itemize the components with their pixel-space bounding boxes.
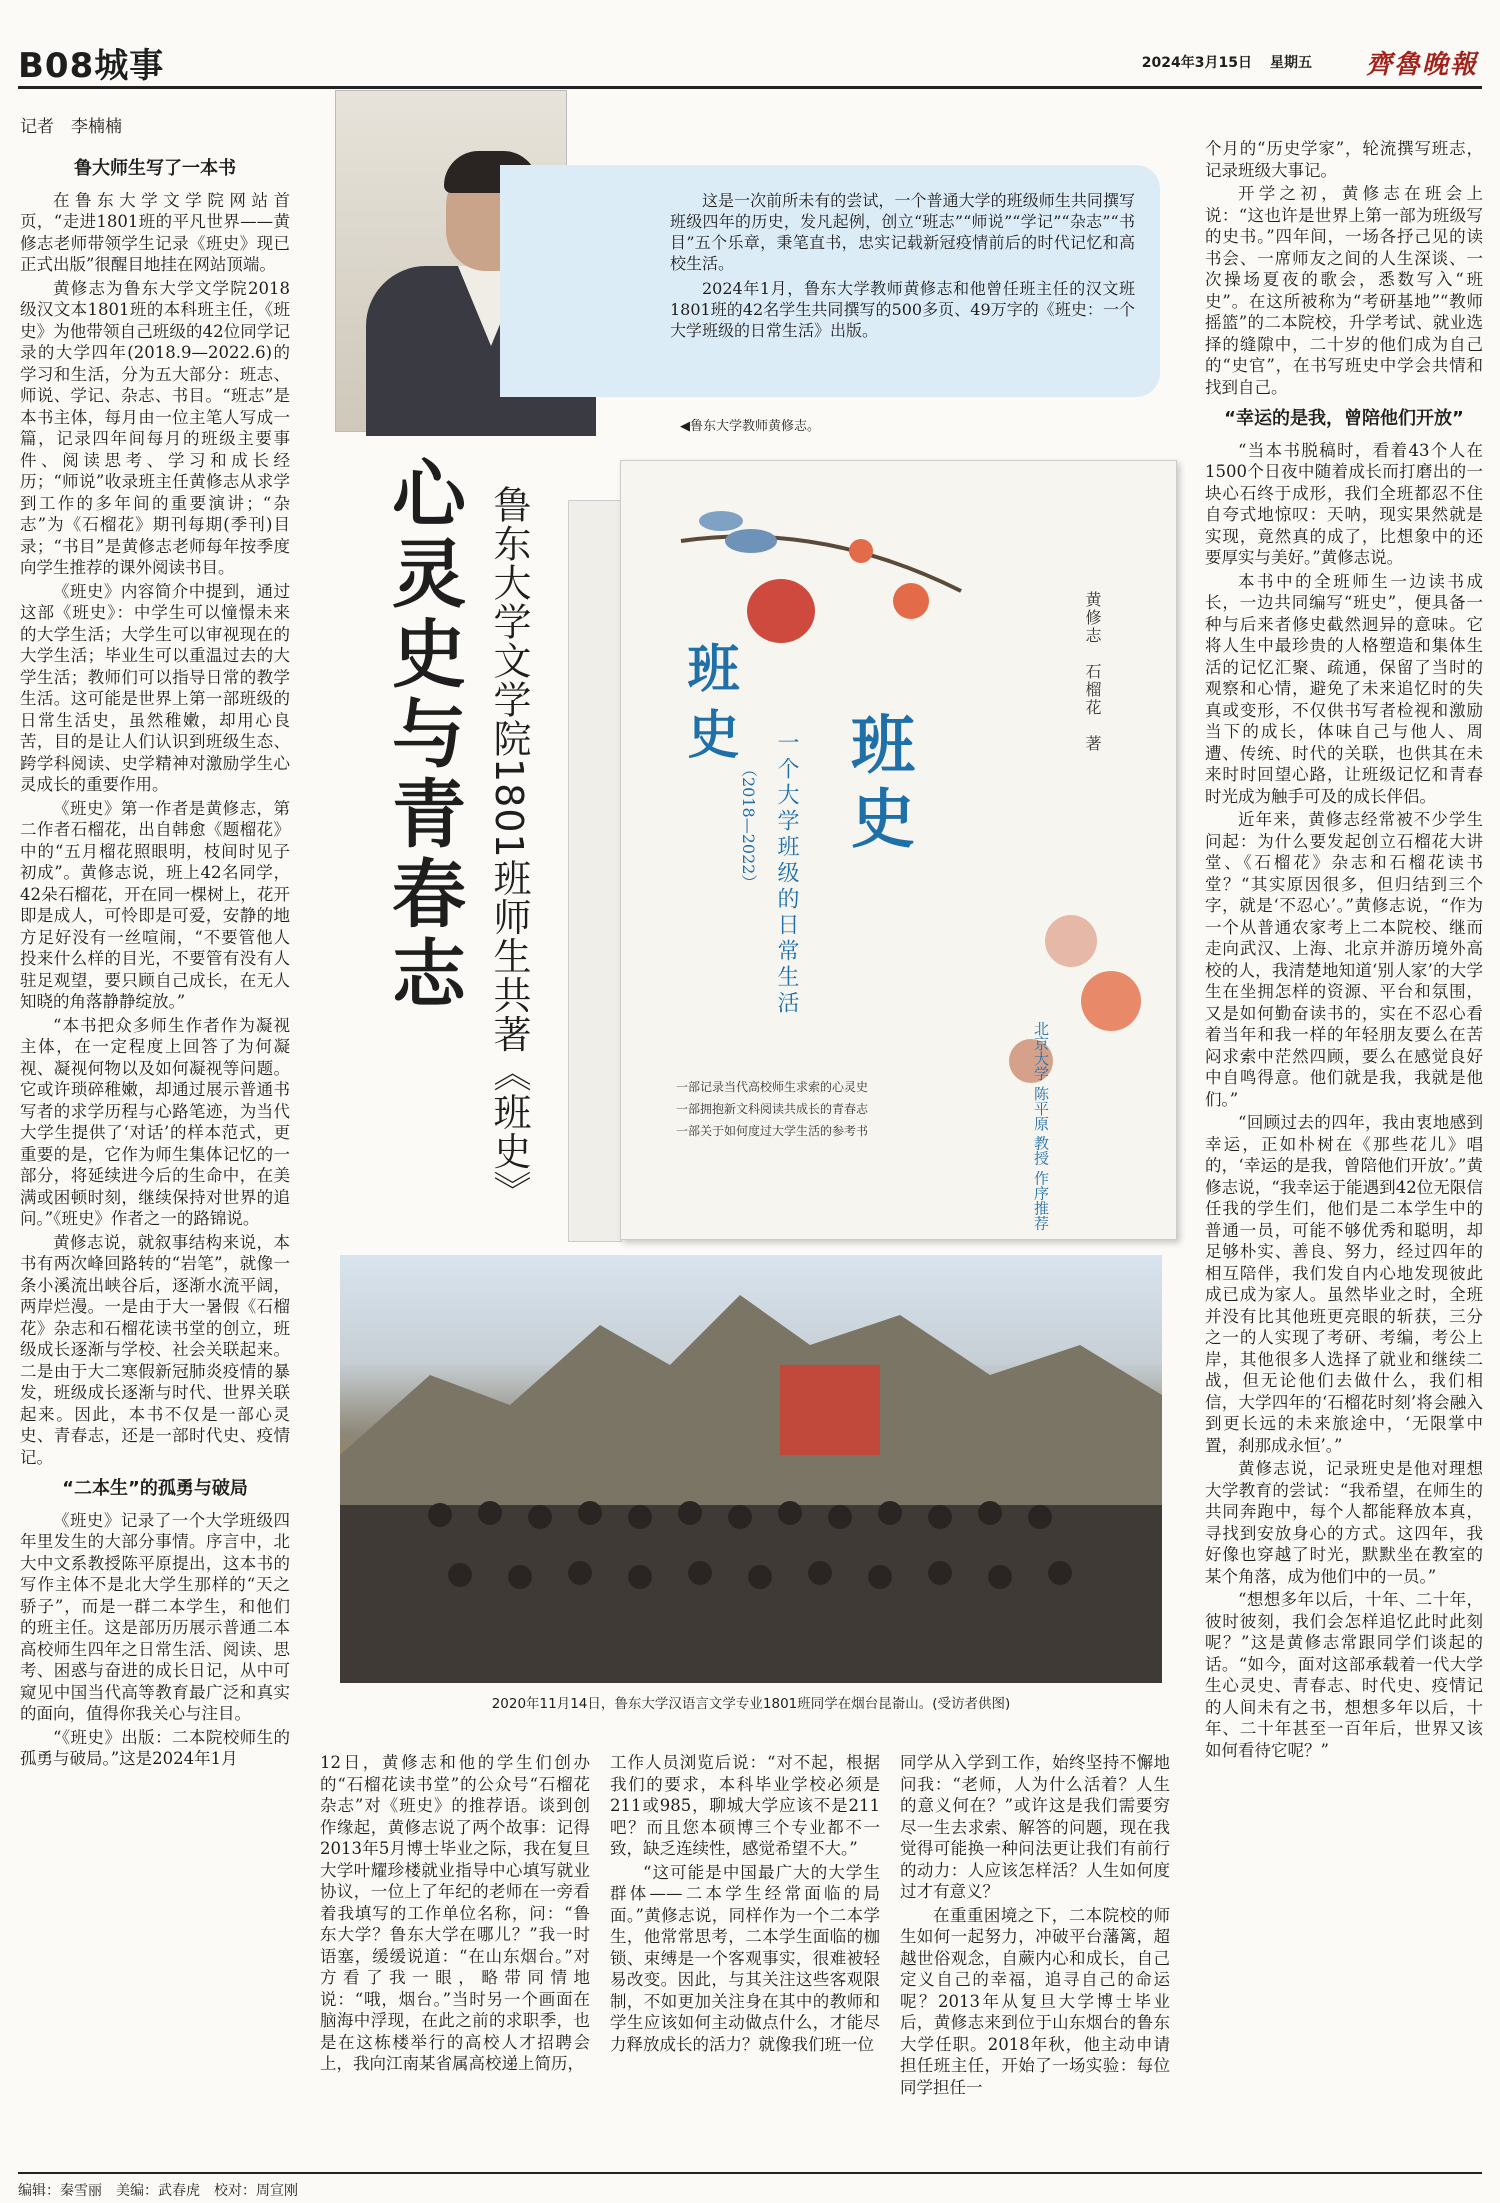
sub-headline: 鲁东大学文学院1801班师生共著《班史》 <box>487 485 531 1210</box>
column-2 <box>320 1752 590 2077</box>
paragraph: “《班史》出版：二本院校师生的孤勇与破局。”这是2024年1月 <box>20 1727 290 1768</box>
main-headline: 心灵史与青春志 <box>380 455 466 1015</box>
column-3 <box>610 1752 880 2057</box>
paragraph: 在鲁东大学文学院网站首页，“走进1801班的平凡世界——黄修志老师带领学生记录《班史》现已正式出版”很醒目地挂在网站顶端。 <box>20 190 290 274</box>
group-photo <box>340 1255 1162 1683</box>
portrait-caption: ◀鲁东大学教师黄修志。 <box>680 419 820 434</box>
paragraph: 工作人员浏览后说：“对不起，根据我们的要求，本科毕业学校必须是211或985，聊城大学应该不是211吧？而且您本硕博三个专业都不一致，缺乏连续性，感觉希望不大。” <box>610 1753 880 1858</box>
section-label: B08城事 <box>18 46 165 86</box>
photo-caption: 2020年11月14日，鲁东大学汉语言文学专业1801班同学在烟台昆嵛山。(受访者供图) <box>491 1696 1011 1712</box>
book-spine <box>568 500 622 1242</box>
column-4 <box>900 1752 1170 2100</box>
issue-weekday: 星期五 <box>1270 55 1312 71</box>
book-authors: 黄修志 石榴花 著 <box>1083 591 1102 753</box>
reporter-byline: 记者 李楠楠 <box>20 117 122 137</box>
newspaper-masthead: 齊魯晚報 <box>1365 50 1478 80</box>
page-footer: 编辑：秦雪丽 美编：武春虎 校对：周宣刚 <box>18 2172 1482 2200</box>
paragraph: 近年来，黄修志经常被不少学生问起：为什么要发起创立石榴花大讲堂、《石榴花》杂志和石榴花读书堂？“其实原因很多，但归结到三个字，就是‘不忍心’。”黄修志说，“作为一个从普通农家考上二本院校、继而走向武汉、上海、北京并游历境外高校的人，我清楚地知道‘别人家’的大学生在坐拥怎样的资源、平台和氛围，又是如何勤奋读书的，实在不忍心看着当年和我一样的年轻朋友要么在苦闷求索中茫然四顾，要么在感觉良好中自鸣得意。他们就是我，我就是他们。” <box>1205 810 1483 1109</box>
paragraph: 12日，黄修志和他的学生们创办的“石榴花读书堂”的公众号“石榴花杂志”对《班史》的推荐语。谈到创作缘起，黄修志说了两个故事：记得2013年5月博士毕业之际，我在复旦大学叶耀珍楼就业指导中心填写就业协议，一位上了年纪的老师在一旁看着我填写的工作单位名称，问：“鲁东大学？鲁东大学在哪儿？”我一时语塞，缓缓说道：“在山东烟台。”对方看了我一眼，略带同情地说：“哦，烟台。”当时另一个画面在脑海中浮现，在此之前的求职季，也是在这栋楼举行的高校人才招聘会上，我向江南某省属高校递上简历， <box>320 1753 590 2073</box>
paragraph: 黄修志为鲁东大学文学院2018级汉文本1801班的本科班主任，《班史》为他带领自己班级的42位同学记录的大学四年(2018.9—2022.6)的学习和生活，分为五大部分：班志、师说、学记、杂志、书目。“班志”是本书主体，每月由一位主笔人写成一篇，记录四年间每月的班级主要事件、阅读思考、学习和成长经历；“师说”收录班主任黄修志从求学到工作的多年间的重要演讲；“杂志”为《石榴花》期刊每期(季刊)目录；“书目”是黄修志老师每年按季度向学生推荐的课外阅读书目。 <box>20 278 290 577</box>
column-1 <box>20 148 290 1772</box>
paragraph: 《班史》记录了一个大学班级四年里发生的大部分事情。序言中，北大中文系教授陈平原提出，这本书的写作主体不是北大学生那样的“天之骄子”，而是一群二本学生，和他们的班主任。这是部历历展示普通二本高校师生四年之日常生活、阅读、思考、困惑与奋进的成长日记，从中可窥见中国当代高等教育最广泛和真实的面向，值得你我关心与注目。 <box>20 1510 290 1723</box>
paragraph: 黄修志说，就叙事结构来说，本书有两次峰回路转的“岩笔”，就像一条小溪流出峡谷后，逐渐水流平阔，两岸烂漫。一是由于大一暑假《石榴花》杂志和石榴花读书堂的创立，班级成长逐渐与学校、社会关联起来。二是由于大二寒假新冠肺炎疫情的暴发，班级成长逐渐与时代、世界关联起来。因此，本书不仅是一部心灵史、青春志，还是一部时代史、疫情记。 <box>20 1232 290 1467</box>
intro-paragraph-2: 2024年1月，鲁东大学教师黄修志和他曾任班主任的汉文班1801班的42名学生共同撰写的500多页、49万字的《班史：一个大学班级的日常生活》出版。 <box>670 279 1135 340</box>
paragraph: 本书中的全班师生一边读书成长，一边共同编写“班史”，便具备一种与后来者修史截然迥异的意味。它将人生中最珍贵的人格塑造和集体生活的记忆汇聚、疏通，保留了当时的观察和心情，避免了未来追忆时的失真或变形，不仅供书写者检视和激励当下的成长，体味自己与他人、周遭、传统、时代的关联，也供其在未来时时回望心路，让班级记忆和青春时光成为触手可及的成长伴侣。 <box>1205 571 1483 806</box>
subhead-3: “幸运的是我，曾陪他们开放” <box>1224 408 1464 429</box>
paragraph: 同学从入学到工作，始终坚持不懈地问我：“老师，人为什么活着？人生的意义何在？”或许这是我们需要穷尽一生去求索、解答的问题，现在我觉得可能换一种问法更让我们有前行的动力：人应该怎样活？人生如何度过才有意义？ <box>900 1753 1170 1901</box>
paragraph: 黄修志说，记录班史是他对理想大学教育的尝试：“我希望，在师生的共同奔跑中，每个人都能释放本真，寻找到安放身心的方式。这四年，我好像也穿越了时光，默默坐在教室的某个角落，成为他们中的一员。” <box>1205 1459 1483 1586</box>
paragraph: “本书把众多师生作者作为凝视主体，在一定程度上回答了为何凝视、凝视何物以及如何凝视等问题。它或许琐碎稚嫩，却通过展示普通书写者的求学历程与心路笔迹，为当代大学生提供了‘对话’的样本范式，更重要的是，它作为师生集体记忆的一部分，将延续进今后的生命中，在美满或困顿时刻，继续保持对世界的追问。”《班史》作者之一的路锦说。 <box>20 1015 290 1228</box>
paragraph: 开学之初，黄修志在班会上说：“这也许是世界上第一部为班级写的史书。”四年间，一场各抒己见的读书会、一席师友之间的人生深谈、一次操场夏夜的歌会，悉数写入“班史”。在这所被称为“考研基地”“教师摇篮”的二本院校，升学考试、就业选择的缝隙中，二十岁的他们成为自己的“史官”，在书写班史中学会共情和找到自己。 <box>1205 184 1483 397</box>
paragraph: 个月的“历史学家”，轮流撰写班志，记录班级大事记。 <box>1205 139 1483 180</box>
paragraph: 在重重困境之下，二本院校的师生如何一起努力，冲破平台藩篱，超越世俗观念，自蕨内心和成长，自己定义自己的幸福，追寻自己的命运呢？2013年从复旦大学博士毕业后，黄修志来到位于山东烟台的鲁东大学任职。2018年秋，他主动申请担任班主任，开始了一场实验：每位同学担任一 <box>900 1905 1170 2097</box>
paragraph: “这可能是中国最广大的大学生群体——二本学生经常面临的局面。”黄修志说，同样作为一个二本学生，他常常思考，二本学生面临的枷锁、束缚是一个客观事实，很难被轻易改变。因此，与其关注这些客观限制，不如更加关注身在其中的教师和学生应该如何主动做点什么，才能尽力释放成长的活力？就像我们班一位 <box>610 1862 880 2054</box>
page-header <box>18 28 1482 89</box>
book-blurbs <box>676 1076 868 1142</box>
column-5 <box>1205 138 1483 1763</box>
group-photo-scene <box>340 1255 1162 1683</box>
book-blurb: 一部记录当代高校师生求索的心灵史 <box>676 1080 869 1094</box>
subhead-1: 鲁大师生写了一本书 <box>74 158 236 179</box>
book-blurb: 一部拥抱新文科阅读共成长的青春志 <box>676 1102 869 1116</box>
book-blurb: 一部关于如何度过大学生活的参考书 <box>676 1124 869 1138</box>
paragraph: 《班史》内容简介中提到，通过这部《班史》：中学生可以憧憬未来的大学生活；大学生可以审视现在的大学生活；毕业生可以重温过去的大学生活；教师们可以指导日常的教学生活。这可能是世界上第一部班级的日常生活史，虽然稚嫩，却用心良苦，目的是让人们认识到班级生态、跨学科阅读、史学精神对激励学生心灵成长的重要作用。 <box>20 581 290 794</box>
paragraph: “想想多年以后，十年、二十年，彼时彼刻，我们会怎样追忆此时此刻呢？”这是黄修志常跟同学们谈起的话。“如今，面对这部承载着一代大学生心灵史、青春志、时代史、疫情记的人间未有之书，想想多年以后，十年、二十年甚至一百年后，世界又该如何看待它呢？” <box>1205 1590 1483 1760</box>
issue-date: 2024年3月15日 <box>1141 55 1252 71</box>
book-subtitle: 一个大学班级的日常生活 <box>774 731 799 1017</box>
book-recommender: 北京大学 陈平原 教授 作序推荐 <box>1032 1021 1050 1231</box>
book-title: 班史 <box>840 711 915 859</box>
paragraph: 《班史》第一作者是黄修志，第二作者石榴花，出自韩愈《题榴花》中的“五月榴花照眼明，枝间时见子初成”。黄修志说，班上42名同学，42朵石榴花，开在同一棵树上，花开即是成人，可怜即是可爱，安静的地方足好没有一丝喧闹，“不要管他人投来什么样的目光，不要管有没有人驻足观望，要只顾自己成长，在无人知晓的角落静静绽放。” <box>20 798 290 1011</box>
intro-paragraph-1: 这是一次前所未有的尝试，一个普通大学的班级师生共同撰写班级四年的历史，发凡起例，创立“班志”“师说”“学记”“杂志”“书目”五个乐章，秉笔直书，忠实记载新冠疫情前后的时代记忆和高校生活。 <box>670 191 1135 273</box>
paragraph: “当本书脱稿时，看着43个人在1500个日夜中随着成长而打磨出的一块心石终于成形，我们全班都忍不住自夸式地惊叹：天呐，现实果然就是实现，竟然真的成了，比想象中的还要厚实与美好。”黄修志说。 <box>1205 440 1483 567</box>
intro-text <box>670 190 1135 345</box>
paragraph: “回顾过去的四年，我由衷地感到幸运，正如朴树在《那些花儿》唱的，‘幸运的是我，曾陪他们开放’。”黄修志说，“我幸运于能遇到42位无限信任我的学生们，他们是二本学生中的普通一员，可能不够优秀和聪明，却足够朴实、善良、努力，经过四年的相互陪伴，我们发自内心地发现彼此成已成为家人。虽然毕业之时，全班并没有比其他班更亮眼的斩获，三分之一的人实现了考研、考编，考公上岸，其他很多人选择了就业和继续二战，但无论他们去做什么，我们相信，大学四年的‘石榴花时刻’将会融入到更长远的未来旅途中，‘无限掌中置，刹那成永恒’。” <box>1205 1113 1483 1455</box>
book-spine-title: 班史 <box>678 641 739 773</box>
book-cover <box>620 460 1177 1240</box>
book-years: （2018—2022） <box>739 761 758 891</box>
subhead-2: “二本生”的孤勇与破局 <box>62 1478 248 1499</box>
